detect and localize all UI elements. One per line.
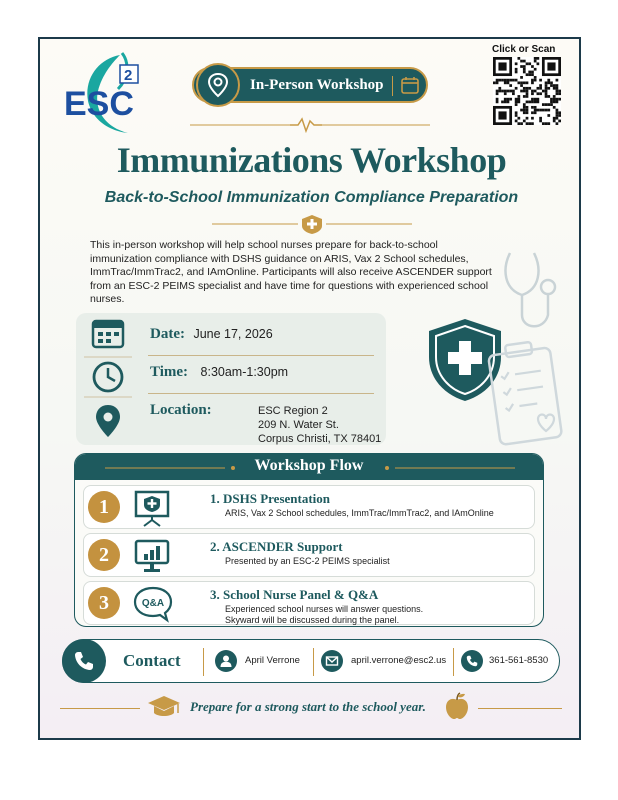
person-icon: [215, 650, 237, 672]
in-person-badge: [192, 67, 428, 103]
step-description-line: ARIS, Vax 2 School schedules, ImmTrac/ImmTrac2, and IAmOnline: [225, 508, 494, 518]
step-number: 2: [88, 539, 120, 571]
cross-divider-icon: [212, 213, 412, 235]
date-value: June 17, 2026: [193, 327, 273, 341]
contact-separator: [203, 648, 204, 676]
step-description: [225, 604, 423, 626]
location-row: [150, 401, 212, 419]
phone-large-icon: [62, 639, 106, 683]
contact-separator: [453, 648, 454, 676]
presentation-board-icon: [132, 488, 172, 528]
contact-email[interactable]: april.verrone@esc2.us: [351, 655, 447, 666]
details-divider: [148, 355, 374, 356]
page-subtitle: Back-to-School Immunization Compliance Preparation: [104, 189, 519, 206]
page-title: Immunizations Workshop: [116, 140, 507, 180]
location-line: ESC Region 2: [258, 405, 328, 417]
clipboard-icon: [486, 339, 566, 449]
flow-step: [83, 581, 535, 625]
step-description-line: Presented by an ESC-2 PEIMS specialist: [225, 556, 390, 566]
location-address: [258, 404, 381, 446]
contact-separator: [313, 648, 314, 676]
time-value: 8:30am-1:30pm: [200, 365, 289, 379]
event-details-box: [76, 313, 386, 445]
details-icon-column: [76, 313, 140, 445]
qa-icon-text: Q&A: [141, 598, 165, 609]
contact-title: Contact: [123, 651, 181, 670]
apple-icon: [444, 691, 470, 721]
qa-bubble-icon: [132, 584, 174, 624]
footer-tagline: Prepare for a strong start to the school year.: [190, 699, 426, 714]
step-number: 1: [88, 491, 120, 523]
badge-label: In-Person Workshop: [250, 77, 384, 93]
calendar-small-icon: [400, 75, 420, 95]
flyer: [38, 37, 581, 740]
step-title: 2. ASCENDER Support: [210, 539, 343, 554]
time-row: [150, 363, 288, 381]
location-pin-icon: [96, 405, 120, 437]
email-icon: [321, 650, 343, 672]
graduation-cap-icon: [146, 693, 182, 721]
step-title: 3. School Nurse Panel & Q&A: [210, 587, 379, 602]
workshop-flow-title: Workshop Flow: [254, 457, 364, 474]
time-label: Time:: [150, 364, 189, 380]
calendar-icon: [93, 321, 123, 347]
location-line: 209 N. Water St.: [258, 419, 339, 431]
details-divider: [148, 393, 374, 394]
date-row: [150, 325, 273, 343]
step-title: 1. DSHS Presentation: [210, 491, 331, 506]
monitor-chart-icon: [132, 536, 172, 576]
flow-step: [83, 533, 535, 577]
date-label: Date:: [150, 326, 185, 342]
qr-code[interactable]: [493, 57, 561, 125]
qr-label: Click or Scan: [492, 44, 556, 55]
step-description-line: Skyward will be discussed during the panel.: [225, 615, 400, 625]
esc-logo: [58, 49, 158, 135]
contact-bar: [62, 639, 560, 683]
logo-superscript: 2: [124, 67, 133, 84]
step-description-line: Experienced school nurses will answer questions.: [225, 604, 424, 614]
workshop-flow-header: [75, 454, 543, 480]
heartbeat-divider-icon: [190, 117, 430, 133]
stethoscope-icon: [496, 249, 566, 339]
badge-separator: [392, 76, 393, 96]
footer-rule: [478, 708, 562, 709]
contact-phone[interactable]: 361-561-8530: [489, 655, 549, 666]
flow-step: [83, 485, 535, 529]
clock-icon: [94, 363, 122, 391]
step-description: [225, 556, 390, 567]
map-pin-icon: [196, 63, 240, 107]
logo-text: ESC: [64, 85, 134, 123]
intro-paragraph: This in-person workshop will help school nurses prepare for back-to-school immunization compliance with DSHS guidance on ARIS, Vax 2 School schedules, ImmTrac/ImmTrac2, and IAmOnline. Participants will also receive ASCENDER support from an ESC-2 PEIMS specialist and have time for questions with experienced school nurses.: [90, 239, 492, 305]
step-description: [225, 508, 494, 519]
footer-rule: [60, 708, 140, 709]
location-label: Location:: [150, 402, 212, 418]
phone-icon: [461, 650, 483, 672]
contact-name: April Verrone: [245, 655, 300, 666]
step-number: 3: [88, 587, 120, 619]
location-line: Corpus Christi, TX 78401: [258, 433, 382, 445]
workshop-flow-panel: [74, 453, 544, 627]
